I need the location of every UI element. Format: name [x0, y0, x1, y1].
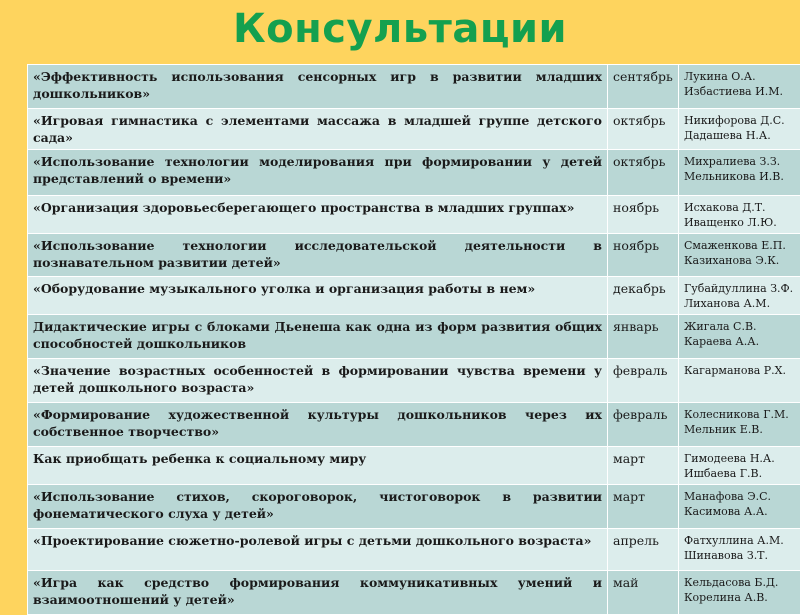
table-row	[28, 65, 800, 109]
consultation-topic: «Организация здоровьесберегающего пространства в младших группах»	[28, 196, 608, 234]
author-name: Шинавова З.Т.	[684, 548, 795, 563]
consultation-authors	[679, 109, 800, 150]
consultations-table-container	[27, 64, 787, 615]
author-name: Лукина О.А.	[684, 69, 795, 84]
author-name: Мельник Е.В.	[684, 422, 795, 437]
author-name: Кагарманова Р.Х.	[684, 363, 795, 378]
author-name: Губайдуллина З.Ф.	[684, 281, 795, 296]
consultation-month: февраль	[608, 359, 679, 403]
consultation-month: октябрь	[608, 150, 679, 196]
consultation-authors	[679, 277, 800, 315]
table-row	[28, 485, 800, 529]
author-name: Караева А.А.	[684, 334, 795, 349]
consultation-authors	[679, 65, 800, 109]
consultation-authors	[679, 315, 800, 359]
author-name: Корелина А.В.	[684, 590, 795, 605]
consultation-topic: «Эффективность использования сенсорных игр в развитии младших дошкольников»	[28, 65, 608, 109]
author-name: Исхакова Д.Т.	[684, 200, 795, 215]
table-row	[28, 529, 800, 571]
consultation-authors	[679, 234, 800, 277]
table-row	[28, 277, 800, 315]
table-row	[28, 234, 800, 277]
consultations-table	[27, 64, 800, 615]
author-name: Ишбаева Г.В.	[684, 466, 795, 481]
consultations-table-body	[28, 65, 800, 615]
consultation-month: март	[608, 485, 679, 529]
consultation-month: сентябрь	[608, 65, 679, 109]
consultation-topic: Как приобщать ребенка к социальному миру	[28, 447, 608, 485]
consultation-month: декабрь	[608, 277, 679, 315]
author-name: Колесникова Г.М.	[684, 407, 795, 422]
consultation-authors	[679, 485, 800, 529]
table-row	[28, 150, 800, 196]
author-name: Кельдасова Б.Д.	[684, 575, 795, 590]
consultation-topic: «Игровая гимнастика с элементами массажа в младшей группе детского сада»	[28, 109, 608, 150]
consultation-authors	[679, 403, 800, 447]
author-name: Мельникова И.В.	[684, 169, 795, 184]
consultation-month: май	[608, 571, 679, 615]
author-name: Касимова А.А.	[684, 504, 795, 519]
author-name: Смаженкова Е.П.	[684, 238, 795, 253]
consultation-authors	[679, 359, 800, 403]
table-row	[28, 109, 800, 150]
consultation-authors	[679, 150, 800, 196]
consultation-topic: «Использование технологии моделирования при формировании у детей представлений о времени»	[28, 150, 608, 196]
table-row	[28, 359, 800, 403]
consultation-authors	[679, 447, 800, 485]
author-name: Манафова Э.С.	[684, 489, 795, 504]
consultation-month: апрель	[608, 529, 679, 571]
consultation-month: февраль	[608, 403, 679, 447]
author-name: Избастиева И.М.	[684, 84, 795, 99]
table-row	[28, 315, 800, 359]
author-name: Гимодеева Н.А.	[684, 451, 795, 466]
consultation-authors	[679, 529, 800, 571]
consultation-topic: «Значение возрастных особенностей в формировании чувства времени у детей дошкольного возраста»	[28, 359, 608, 403]
consultation-topic: «Игра как средство формирования коммуникативных умений и взаимоотношений у детей»	[28, 571, 608, 615]
author-name: Лиханова А.М.	[684, 296, 795, 311]
author-name: Жигала С.В.	[684, 319, 795, 334]
consultation-topic: «Проектирование сюжетно-ролевой игры с детьми дошкольного возраста»	[28, 529, 608, 571]
consultation-month: ноябрь	[608, 196, 679, 234]
author-name: Михралиева З.З.	[684, 154, 795, 169]
author-name: Иващенко Л.Ю.	[684, 215, 795, 230]
consultation-month: март	[608, 447, 679, 485]
consultation-topic: Дидактические игры с блоками Дьенеша как одна из форм развития общих способностей дошкольников	[28, 315, 608, 359]
table-row	[28, 571, 800, 615]
consultation-topic: «Использование стихов, скороговорок, чистоговорок в развитии фонематического слуха у детей»	[28, 485, 608, 529]
consultation-month: октябрь	[608, 109, 679, 150]
consultation-topic: «Оборудование музыкального уголка и организация работы в нем»	[28, 277, 608, 315]
consultation-topic: «Формирование художественной культуры дошкольников через их собственное творчество»	[28, 403, 608, 447]
author-name: Никифорова Д.С.	[684, 113, 795, 128]
page-title: Консультации	[0, 6, 800, 52]
table-row	[28, 196, 800, 234]
consultation-authors	[679, 196, 800, 234]
author-name: Казиханова Э.К.	[684, 253, 795, 268]
table-row	[28, 403, 800, 447]
author-name: Дадашева Н.А.	[684, 128, 795, 143]
consultation-authors	[679, 571, 800, 615]
consultation-month: ноябрь	[608, 234, 679, 277]
consultation-topic: «Использование технологии исследовательской деятельности в познавательном развитии детей»	[28, 234, 608, 277]
consultation-month: январь	[608, 315, 679, 359]
author-name: Фатхуллина А.М.	[684, 533, 795, 548]
table-row	[28, 447, 800, 485]
